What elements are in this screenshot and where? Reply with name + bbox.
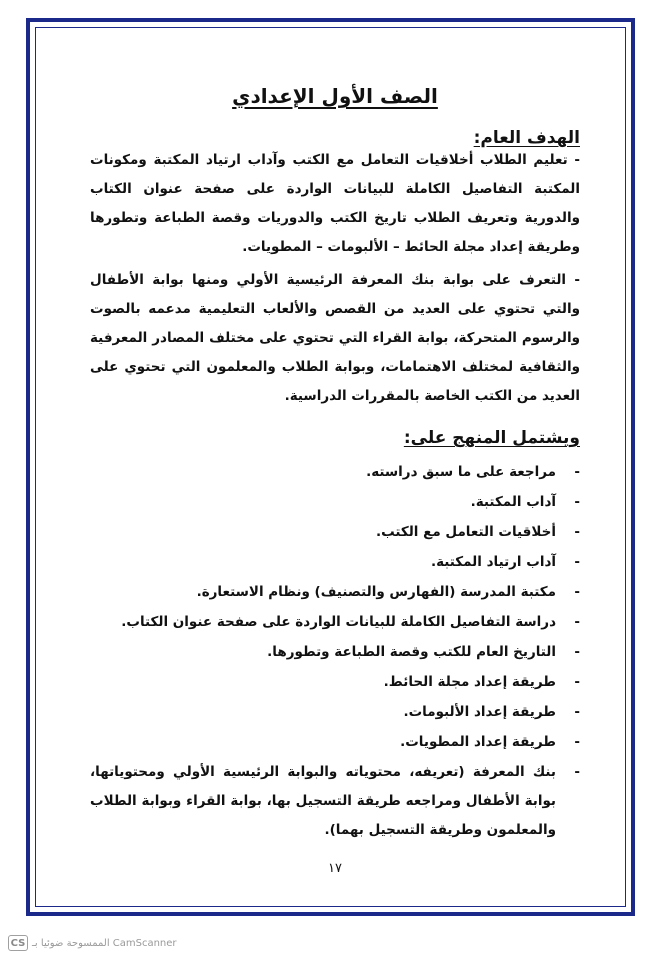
list-item-text: أخلاقيات التعامل مع الكتب. bbox=[375, 524, 556, 540]
list-item bbox=[90, 548, 580, 577]
bullet-dash: - bbox=[574, 494, 580, 510]
curriculum-heading: ويشتمل المنهج على: bbox=[403, 428, 580, 448]
list-item-text: دراسة التفاصيل الكاملة للبيانات الواردة على صفحة عنوان الكتاب. bbox=[121, 614, 556, 630]
bullet-dash: - bbox=[574, 464, 580, 480]
list-item bbox=[90, 698, 580, 727]
list-item bbox=[90, 458, 580, 487]
bullet-dash: - bbox=[574, 554, 580, 570]
bullet-dash: - bbox=[574, 734, 580, 750]
curriculum-list bbox=[90, 458, 580, 846]
bullet-dash: - bbox=[574, 524, 580, 540]
page-number: ١٧ bbox=[328, 861, 342, 876]
bullet-dash: - bbox=[574, 614, 580, 630]
bullet-dash: - bbox=[574, 764, 580, 780]
list-item-text: طريقة إعداد مجلة الحائط. bbox=[383, 674, 556, 690]
list-item bbox=[90, 518, 580, 547]
list-item-text: مراجعة على ما سبق دراسته. bbox=[366, 464, 556, 480]
list-item bbox=[90, 638, 580, 667]
list-item-text: طريقة إعداد الألبومات. bbox=[403, 704, 556, 720]
page-title: الصف الأول الإعدادي bbox=[232, 84, 438, 108]
list-item bbox=[90, 668, 580, 697]
list-item-text: آداب ارتياد المكتبة. bbox=[430, 554, 556, 570]
bullet-dash: - bbox=[574, 584, 580, 600]
list-item-text: آداب المكتبة. bbox=[470, 494, 556, 510]
bullet-dash: - bbox=[574, 674, 580, 690]
camscanner-logo-icon: CS bbox=[8, 935, 28, 951]
list-item bbox=[90, 578, 580, 607]
list-item bbox=[90, 488, 580, 517]
list-item-text: بنك المعرفة (تعريفه، محتوياته والبوابة الرئيسية الأولي ومحتوياتها، بوابة الأطفال ومراجعه طريقة التسجيل بها، بوابة القراء وبوابة الطلاب والمعلمون وطريقة التسجيل بهما). bbox=[90, 764, 556, 838]
document-page bbox=[90, 78, 580, 898]
bullet-dash: - bbox=[574, 644, 580, 660]
general-goal-paragraph-2: - التعرف على بوابة بنك المعرفة الرئيسية الأولي ومنها بوابة الأطفال والتي تحتوي على العديد من القصص والألعاب التعليمية مدعمه بالصوت والرسوم المتحركة، بوابة القراء التي تحتوي على مختلف المصادر المعرفية والثقافية لمختلف الاهتمامات، وبوابة الطلاب والمعلمون التي تحتوي على العديد من الكتب الخاصة بالمقررات الدراسية. bbox=[90, 272, 580, 404]
general-goal-paragraph-1: - تعليم الطلاب أخلاقيات التعامل مع الكتب وآداب ارتياد المكتبة ومكونات المكتبة التفاصيل الكاملة للبيانات الواردة على صفحة عنوان الكتاب والدورية وتعريف الطلاب تاريخ الكتب والدوريات وقصة الطباعة وتطورها وطريقة إعداد مجلة الحائط – الألبومات – المطويات. bbox=[90, 152, 580, 255]
list-item bbox=[90, 758, 580, 845]
list-item-text: طريقة إعداد المطويات. bbox=[400, 734, 556, 750]
list-item-text: التاريخ العام للكتب وقصة الطباعة وتطورها. bbox=[267, 644, 556, 660]
camscanner-watermark bbox=[8, 934, 177, 952]
list-item bbox=[90, 608, 580, 637]
camscanner-text: الممسوحة ضوئيا بـ CamScanner bbox=[32, 937, 177, 949]
list-item-text: مكتبة المدرسة (الفهارس والتصنيف) ونظام الاستعارة. bbox=[196, 584, 556, 600]
general-goal-heading: الهدف العام: bbox=[473, 128, 580, 148]
bullet-dash: - bbox=[574, 704, 580, 720]
list-item bbox=[90, 728, 580, 757]
